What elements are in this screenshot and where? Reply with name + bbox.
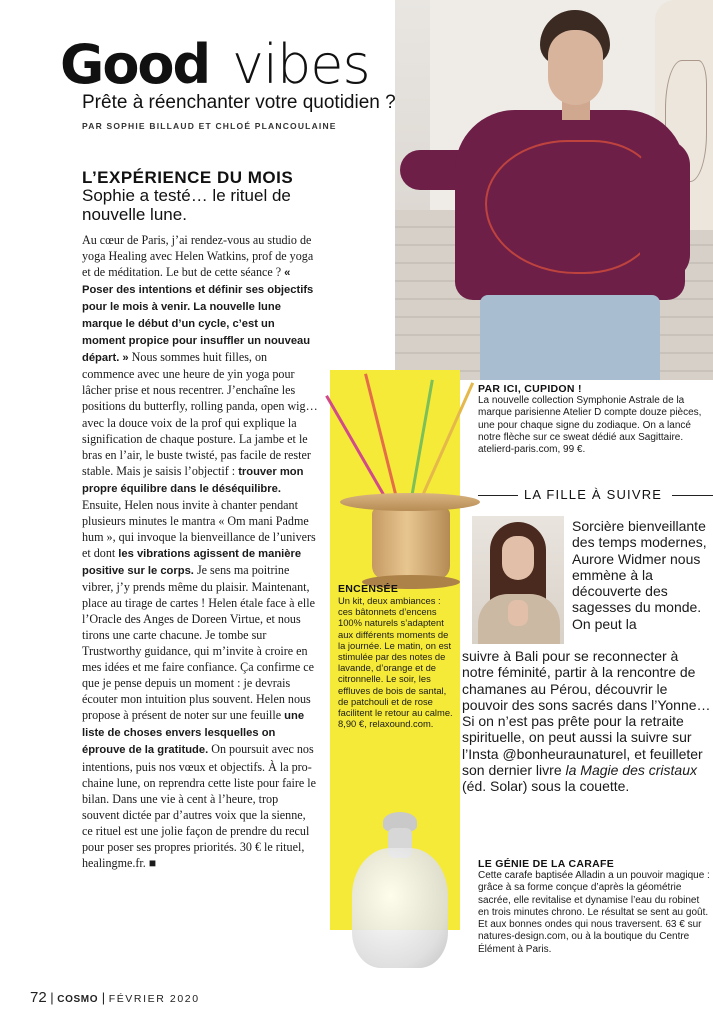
fille-text-continued: [462, 648, 712, 795]
experience-text: Au cœur de Paris, j’ai rendez-vous au studio de yoga Healing avec Helen Watkins, prof de yoga et de méditation. Le but de cette séance ?: [82, 233, 314, 280]
portrait-hands: [508, 600, 528, 626]
byline: PAR SOPHIE BILLAUD ET CHLOÉ PLANCOULAINE: [82, 121, 337, 131]
incense-body: Un kit, deux ambiances : ces bâtonnets d’encens 100% naturels s’adaptent aux différents moments de la journée. Le matin, on est stimulée par des notes de lavande, d’orange et de citronnelle. Le soir, les effluves de bois de santal, de patchouli et de rose facilitent le retour au calme. 8,90 €, relaxound.com.: [338, 595, 453, 730]
incense-stand-photo: [372, 508, 450, 580]
genie-body: Cette carafe baptisée Alladin a un pouvoir magique : grâce à sa forme conçue d’après la géométrie sacrée, elle revitalise et dynamise l’eau du robinet en trois minutes chrono. Le résultat se sent au goût. Et aux bonnes ondes qui nous traversent. 63 € sur natures-design.com, ou à la boutique du Centre Élément à Paris.: [478, 870, 710, 955]
experience-subtitle: Sophie a testé… le rituel de nouvelle lune.: [82, 186, 291, 224]
genie-title: LE GÉNIE DE LA CARAFE: [478, 858, 615, 870]
incense-stand-top: [340, 493, 480, 511]
experience-highlight: trouver mon propre équilibre dans le déséquilibre.: [82, 465, 304, 495]
photo-model-right-arm: [640, 140, 690, 280]
fille-text-part: suivre à Bali pour se reconnecter à notre féminité, partir à la rencontre de chamanes au Pérou, découvrir le pouvoir des sons sacrés dans l’Yonne… Si on n’est pas prête pour la retraite spirituelle, on peut aussi la suivre sur l’Insta @bonheuraunaturel, et feuilleter son dernier livre: [462, 648, 711, 779]
page-footer: 72 | COSMO | FÉVRIER 2020: [30, 989, 200, 1006]
magazine-name: COSMO: [57, 994, 99, 1005]
cupidon-body: La nouvelle collection Symphonie Astrale de la marque parisienne Atelier D compte douze pièces, une pour chaque signe du zodiaque. On a lancé notre flèche sur ce sweat dédié aux Sagittaire. atelierd-paris.com, 99 €.: [478, 395, 702, 456]
photo-model-face: [548, 30, 603, 105]
experience-text: Ensuite, Helen nous invite à chanter pendant plusieurs minutes le mantra « Om mani Padme hum », qui invoque la bienveillance de l’univers et dont: [82, 497, 316, 560]
experience-highlight: « Poser des intentions et définir ses objectifs pour le mois à venir. La nouvelle lune marque le début d’un cycle, c’est un moment propice pour insuffler un nouveau départ. »: [82, 267, 314, 365]
cupidon-title: PAR ICI, CUPIDON !: [478, 383, 582, 395]
experience-text: Nous sommes huit filles, on commence avec une heure de yin yoga pour lâcher prise et nous recentrer. J’enchaîne les positions du butterfly, rolling panda, open wig… avec la douce voix de la prof qui explique la signification de chaque posture. La jambe et le bras en l’air, le buste twisté, pas facile de rester stable. Mais je saisis l’objectif :: [82, 350, 318, 478]
experience-body: [82, 232, 318, 871]
glass-carafe-photo: [352, 848, 448, 968]
fille-book-title: la Magie des cristaux: [565, 762, 698, 779]
section-divider-right: [672, 495, 713, 496]
page-number: 72: [30, 989, 47, 1006]
fille-text-part: (éd. Solar) sous la couette.: [462, 778, 630, 795]
issue-date: FÉVRIER 2020: [108, 993, 200, 1005]
section-divider-left: [478, 495, 518, 496]
headline-good: Good: [60, 33, 210, 96]
fille-text: Sorcière bienveillante des temps modernes, Aurore Widmer nous emmène à la découverte des sagesses du monde. On peut la: [572, 518, 707, 632]
photo-model-jeans: [480, 295, 660, 380]
fille-heading: LA FILLE À SUIVRE: [524, 487, 663, 502]
incense-title: ENCENSÉE: [338, 583, 399, 595]
headline-vibes: vibes: [232, 33, 370, 96]
portrait-face: [502, 536, 534, 580]
experience-highlight: une liste de choses envers lesquelles on éprouve de la gratitude.: [82, 710, 305, 757]
headline-subtitle: Prête à réenchanter votre quotidien ?: [82, 92, 396, 113]
experience-highlight: les vibrations agissent de manière positive sur le corps.: [82, 547, 302, 577]
experience-text: Je sens ma poitrine vibrer, j’y prends même du plaisir. Maintenant, place au tirage de cartes ! Helen étale face à elle l’Oracle des Anges de Doreen Virtue, et nous tirons une carte chacune. Je tombe sur Trustworthy guidance, qui m’invite à croire en mes idées et me faire confiance. Ça confirme ce que je pense depuis un moment : je devrais écouter mon intuition plus souvent. Helen nous propose à présent de noter sur une feuille: [82, 562, 315, 723]
experience-title: L’EXPÉRIENCE DU MOIS: [82, 168, 294, 187]
experience-text: On poursuit avec nos intentions, puis nos vœux et objectifs. À la prochaine lune, on reprendra cette liste pour faire le bilan. Dans une vie à cent à l’heure, trop souvent dictée par d’autres voix que la sienne, ce rituel est une jolie façon de prendre du recul pour poser ses propres priorités. 30 € le rituel, healingme.fr. ■: [82, 742, 317, 870]
